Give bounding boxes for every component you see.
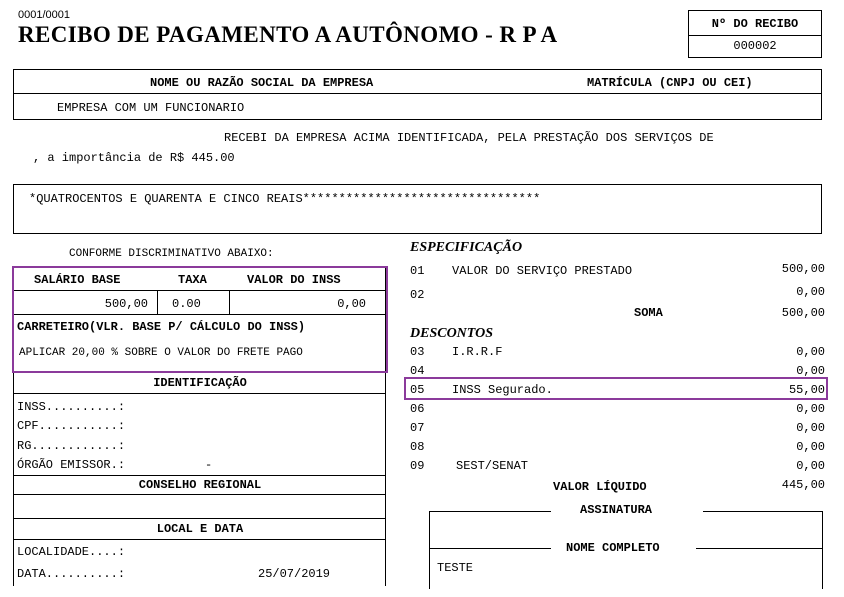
valor-liquido-label: VALOR LÍQUIDO bbox=[553, 480, 647, 494]
row-code: 05 bbox=[410, 383, 425, 397]
assinatura-label: ASSINATURA bbox=[580, 503, 653, 517]
nome-completo-label: NOME COMPLETO bbox=[566, 541, 660, 555]
salary-value-inss: 0,00 bbox=[337, 297, 366, 311]
carreteiro-text: APLICAR 20,00 % SOBRE O VALOR DO FRETE PAGO bbox=[19, 347, 303, 359]
row-value: 0,00 bbox=[796, 402, 825, 416]
row-value: 0,00 bbox=[796, 421, 825, 435]
inss-field: INSS..........: bbox=[17, 400, 126, 414]
row-code: 03 bbox=[410, 345, 425, 359]
descontos-header: DESCONTOS bbox=[410, 326, 493, 341]
receipt-number-label: Nº DO RECIBO bbox=[711, 17, 799, 31]
nome-completo-value: TESTE bbox=[437, 561, 474, 575]
salary-header-base: SALÁRIO BASE bbox=[34, 273, 121, 287]
row-description: I.R.R.F bbox=[452, 345, 503, 359]
row-value: 0,00 bbox=[796, 459, 825, 473]
conselho-header: CONSELHO REGIONAL bbox=[138, 478, 262, 492]
row-value: 0,00 bbox=[796, 364, 825, 378]
statement-line-2: , a importância de R$ 445.00 bbox=[33, 151, 235, 165]
company-name-header: NOME OU RAZÃO SOCIAL DA EMPRESA bbox=[150, 76, 374, 90]
row-description: SEST/SENAT bbox=[456, 459, 529, 473]
receipt-number-value: 000002 bbox=[733, 39, 777, 53]
row-value: 0,00 bbox=[796, 440, 825, 454]
salary-highlight bbox=[12, 266, 388, 373]
data-field: DATA..........: bbox=[17, 567, 126, 581]
company-name: EMPRESA COM UM FUNCIONARIO bbox=[57, 101, 245, 115]
amount-in-words: *QUATROCENTOS E QUARENTA E CINCO REAIS********************************* bbox=[29, 192, 541, 206]
company-box bbox=[13, 69, 822, 120]
localidade-field: LOCALIDADE....: bbox=[17, 545, 126, 559]
salary-header-inss: VALOR DO INSS bbox=[247, 273, 341, 287]
salary-value-taxa: 0.00 bbox=[172, 297, 201, 311]
row-value: 0,00 bbox=[796, 345, 825, 359]
soma-label: SOMA bbox=[634, 306, 663, 320]
page-number: 0001/0001 bbox=[18, 9, 70, 21]
salary-value-base: 500,00 bbox=[104, 297, 148, 311]
page-title: RECIBO DE PAGAMENTO A AUTÔNOMO - R P A bbox=[18, 22, 558, 47]
row-value: 55,00 bbox=[788, 383, 825, 397]
row-code: 01 bbox=[410, 264, 425, 278]
identification-header: IDENTIFICAÇÃO bbox=[153, 376, 247, 390]
row-code: 06 bbox=[410, 402, 425, 416]
row-description: INSS Segurado. bbox=[452, 383, 553, 397]
statement-line-1: RECEBI DA EMPRESA ACIMA IDENTIFICADA, PELA PRESTAÇÃO DOS SERVIÇOS DE bbox=[224, 131, 714, 145]
row-code: 09 bbox=[410, 459, 425, 473]
carreteiro-header: CARRETEIRO(VLR. BASE P/ CÁLCULO DO INSS) bbox=[17, 320, 306, 334]
inss-segurado-highlight bbox=[404, 377, 828, 400]
row-code: 07 bbox=[410, 421, 425, 435]
orgao-field: ÓRGÃO EMISSOR.: bbox=[17, 458, 126, 472]
company-registration-header: MATRÍCULA (CNPJ OU CEI) bbox=[587, 76, 753, 90]
valor-liquido-value: 445,00 bbox=[781, 478, 825, 492]
row-value: 0,00 bbox=[796, 285, 825, 299]
row-value: 500,00 bbox=[781, 262, 825, 276]
date-value: 25/07/2019 bbox=[258, 567, 331, 581]
amount-in-words-box bbox=[13, 184, 822, 234]
rg-field: RG............: bbox=[17, 439, 126, 453]
cpf-field: CPF...........: bbox=[17, 419, 126, 433]
breakdown-label: CONFORME DISCRIMINATIVO ABAIXO: bbox=[69, 248, 274, 260]
especificacao-header: ESPECIFICAÇÃO bbox=[410, 240, 523, 255]
row-description: VALOR DO SERVIÇO PRESTADO bbox=[452, 264, 633, 278]
salary-header-taxa: TAXA bbox=[178, 273, 207, 287]
row-code: 02 bbox=[410, 288, 425, 302]
row-code: 08 bbox=[410, 440, 425, 454]
receipt-number-box bbox=[688, 10, 822, 58]
soma-value: 500,00 bbox=[781, 306, 825, 320]
orgao-value: - bbox=[205, 458, 213, 472]
row-code: 04 bbox=[410, 364, 425, 378]
local-data-header: LOCAL E DATA bbox=[156, 522, 244, 536]
